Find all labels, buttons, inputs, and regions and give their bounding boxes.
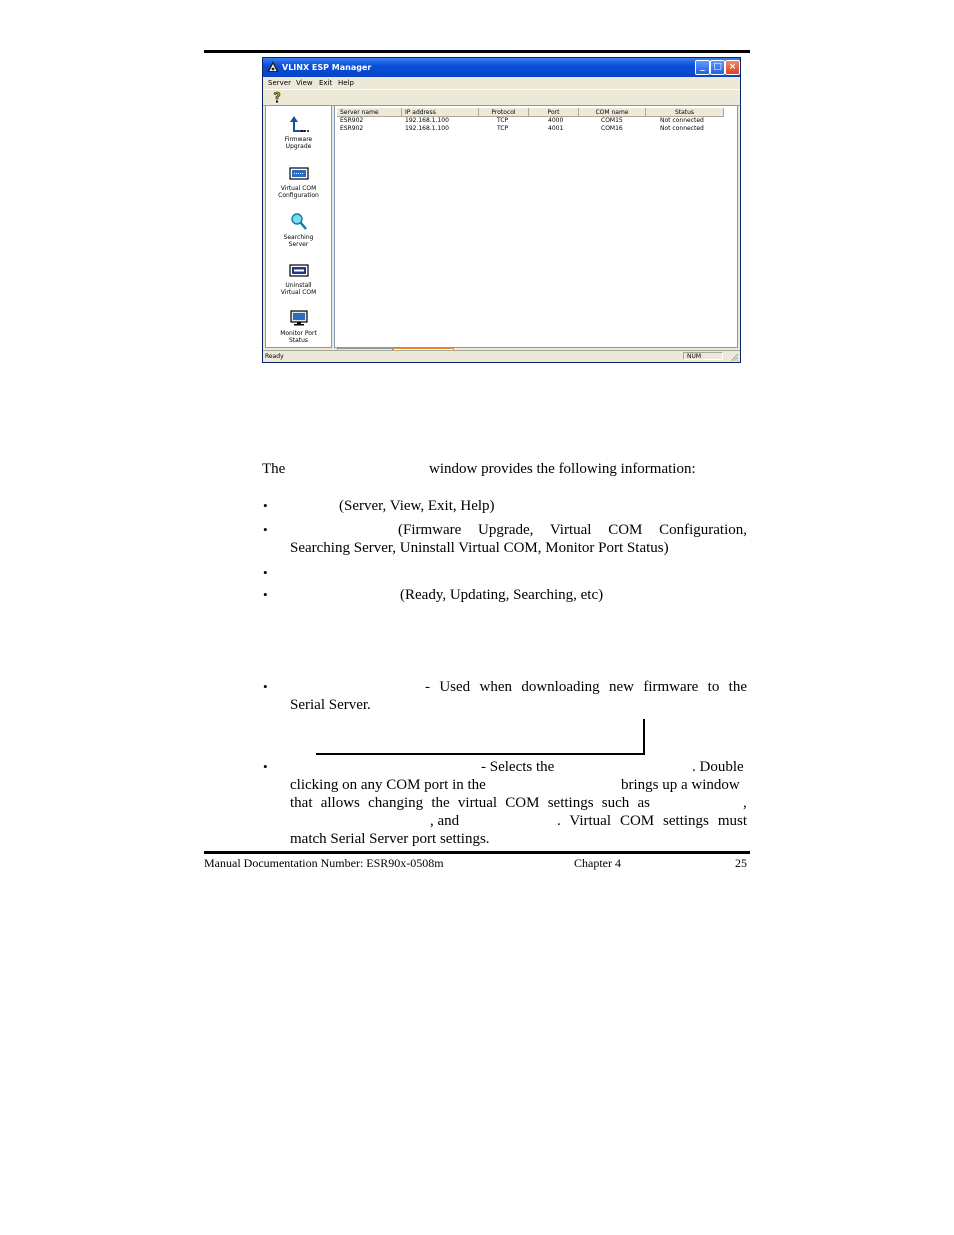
firmware-upgrade-item[interactable]: Firmware Upgrade — [266, 114, 331, 150]
footer-page-number: 25 — [735, 856, 747, 870]
callout-horizontal-line — [316, 753, 645, 755]
function-list-line2: Searching Server, Uninstall Virtual COM, Monitor Port Status) — [290, 540, 669, 556]
vcom-desc-2b: brings up a window — [621, 777, 740, 793]
uninstall-virtual-com-icon — [289, 260, 309, 280]
vcom-desc-3a: that allows changing the virtual COM settings such as — [290, 795, 650, 811]
bullet-icon: • — [263, 498, 268, 513]
footer-rule — [204, 851, 750, 854]
bullet-icon: • — [263, 522, 268, 537]
status-bar — [263, 350, 740, 362]
vcom-desc-2a: clicking on any COM port in the — [290, 777, 486, 793]
status-list-text: (Ready, Updating, Searching, etc) — [400, 587, 604, 603]
bullet-icon: • — [263, 759, 268, 774]
table-header — [337, 108, 733, 117]
vcom-desc-1b: . Double — [692, 759, 744, 775]
callout-vertical-line — [643, 719, 645, 755]
menu-exit[interactable]: Exit — [319, 79, 333, 87]
menu-view[interactable]: View — [296, 79, 313, 87]
help-pointer-icon[interactable] — [271, 91, 283, 104]
col-protocol[interactable]: Protocol — [479, 108, 529, 117]
col-server-name[interactable]: Server name — [337, 108, 402, 117]
app-logo-icon — [267, 61, 279, 73]
searching-server-item[interactable]: Searching Server — [266, 212, 331, 248]
virtual-com-config-item[interactable]: Virtual COM Configuration — [266, 163, 331, 199]
col-port[interactable]: Port — [529, 108, 579, 117]
toolbar — [263, 89, 740, 106]
monitor-port-status-icon — [289, 308, 309, 328]
close-button[interactable]: × — [725, 60, 740, 75]
table-row[interactable]: ESR902 192.168.1.100 TCP 4001 COM16 Not connected — [340, 125, 704, 132]
intro-word: The — [262, 461, 286, 477]
bullet-icon: • — [263, 587, 268, 602]
col-com-name[interactable]: COM name — [579, 108, 646, 117]
title-bar — [263, 58, 740, 77]
virtual-com-config-icon — [289, 163, 309, 183]
footer-doc-number: Manual Documentation Number: ESR90x-0508m — [204, 856, 444, 870]
bullet-icon: • — [263, 565, 268, 580]
function-panel — [265, 105, 332, 348]
firmware-desc-line2: Serial Server. — [290, 697, 371, 713]
header-rule — [204, 50, 750, 53]
maximize-button[interactable]: □ — [710, 60, 725, 75]
menu-server[interactable]: Server — [268, 79, 291, 87]
resize-grip-icon[interactable] — [730, 353, 738, 361]
vcom-desc-1a: - Selects the — [481, 759, 555, 775]
monitor-port-status-item[interactable]: Monitor Port Status — [266, 308, 331, 344]
menu-list-text: (Server, View, Exit, Help) — [339, 498, 495, 514]
col-ip-address[interactable]: IP address — [402, 108, 479, 117]
server-list-pane — [334, 105, 738, 348]
status-text: Ready — [265, 353, 284, 360]
num-lock-indicator: NUM — [683, 352, 723, 360]
function-list-line1: (Firmware Upgrade, Virtual COM Configuration, — [398, 522, 747, 538]
menu-bar — [263, 77, 740, 89]
searching-server-icon — [289, 212, 309, 232]
minimize-button[interactable]: _ — [695, 60, 710, 75]
uninstall-virtual-com-item[interactable]: Uninstall Virtual COM — [266, 260, 331, 296]
esp-manager-window — [262, 57, 741, 363]
firmware-desc-line1: - Used when downloading new firmware to the — [425, 679, 747, 695]
vcom-desc-5: match Serial Server port settings. — [290, 831, 490, 847]
vcom-desc-4b: . Virtual COM settings must — [557, 813, 747, 829]
intro-text: window provides the following information: — [429, 461, 696, 477]
vcom-desc-4a: , and — [430, 813, 460, 829]
firmware-upgrade-icon — [289, 114, 309, 134]
window-title: VLINX ESP Manager — [282, 63, 372, 72]
col-status[interactable]: Status — [646, 108, 724, 117]
table-row[interactable]: ESR902 192.168.1.100 TCP 4000 COM15 Not connected — [340, 117, 704, 124]
menu-help[interactable]: Help — [338, 79, 354, 87]
vcom-desc-3b: , — [743, 795, 747, 811]
footer-chapter: Chapter 4 — [574, 856, 621, 870]
bullet-icon: • — [263, 679, 268, 694]
